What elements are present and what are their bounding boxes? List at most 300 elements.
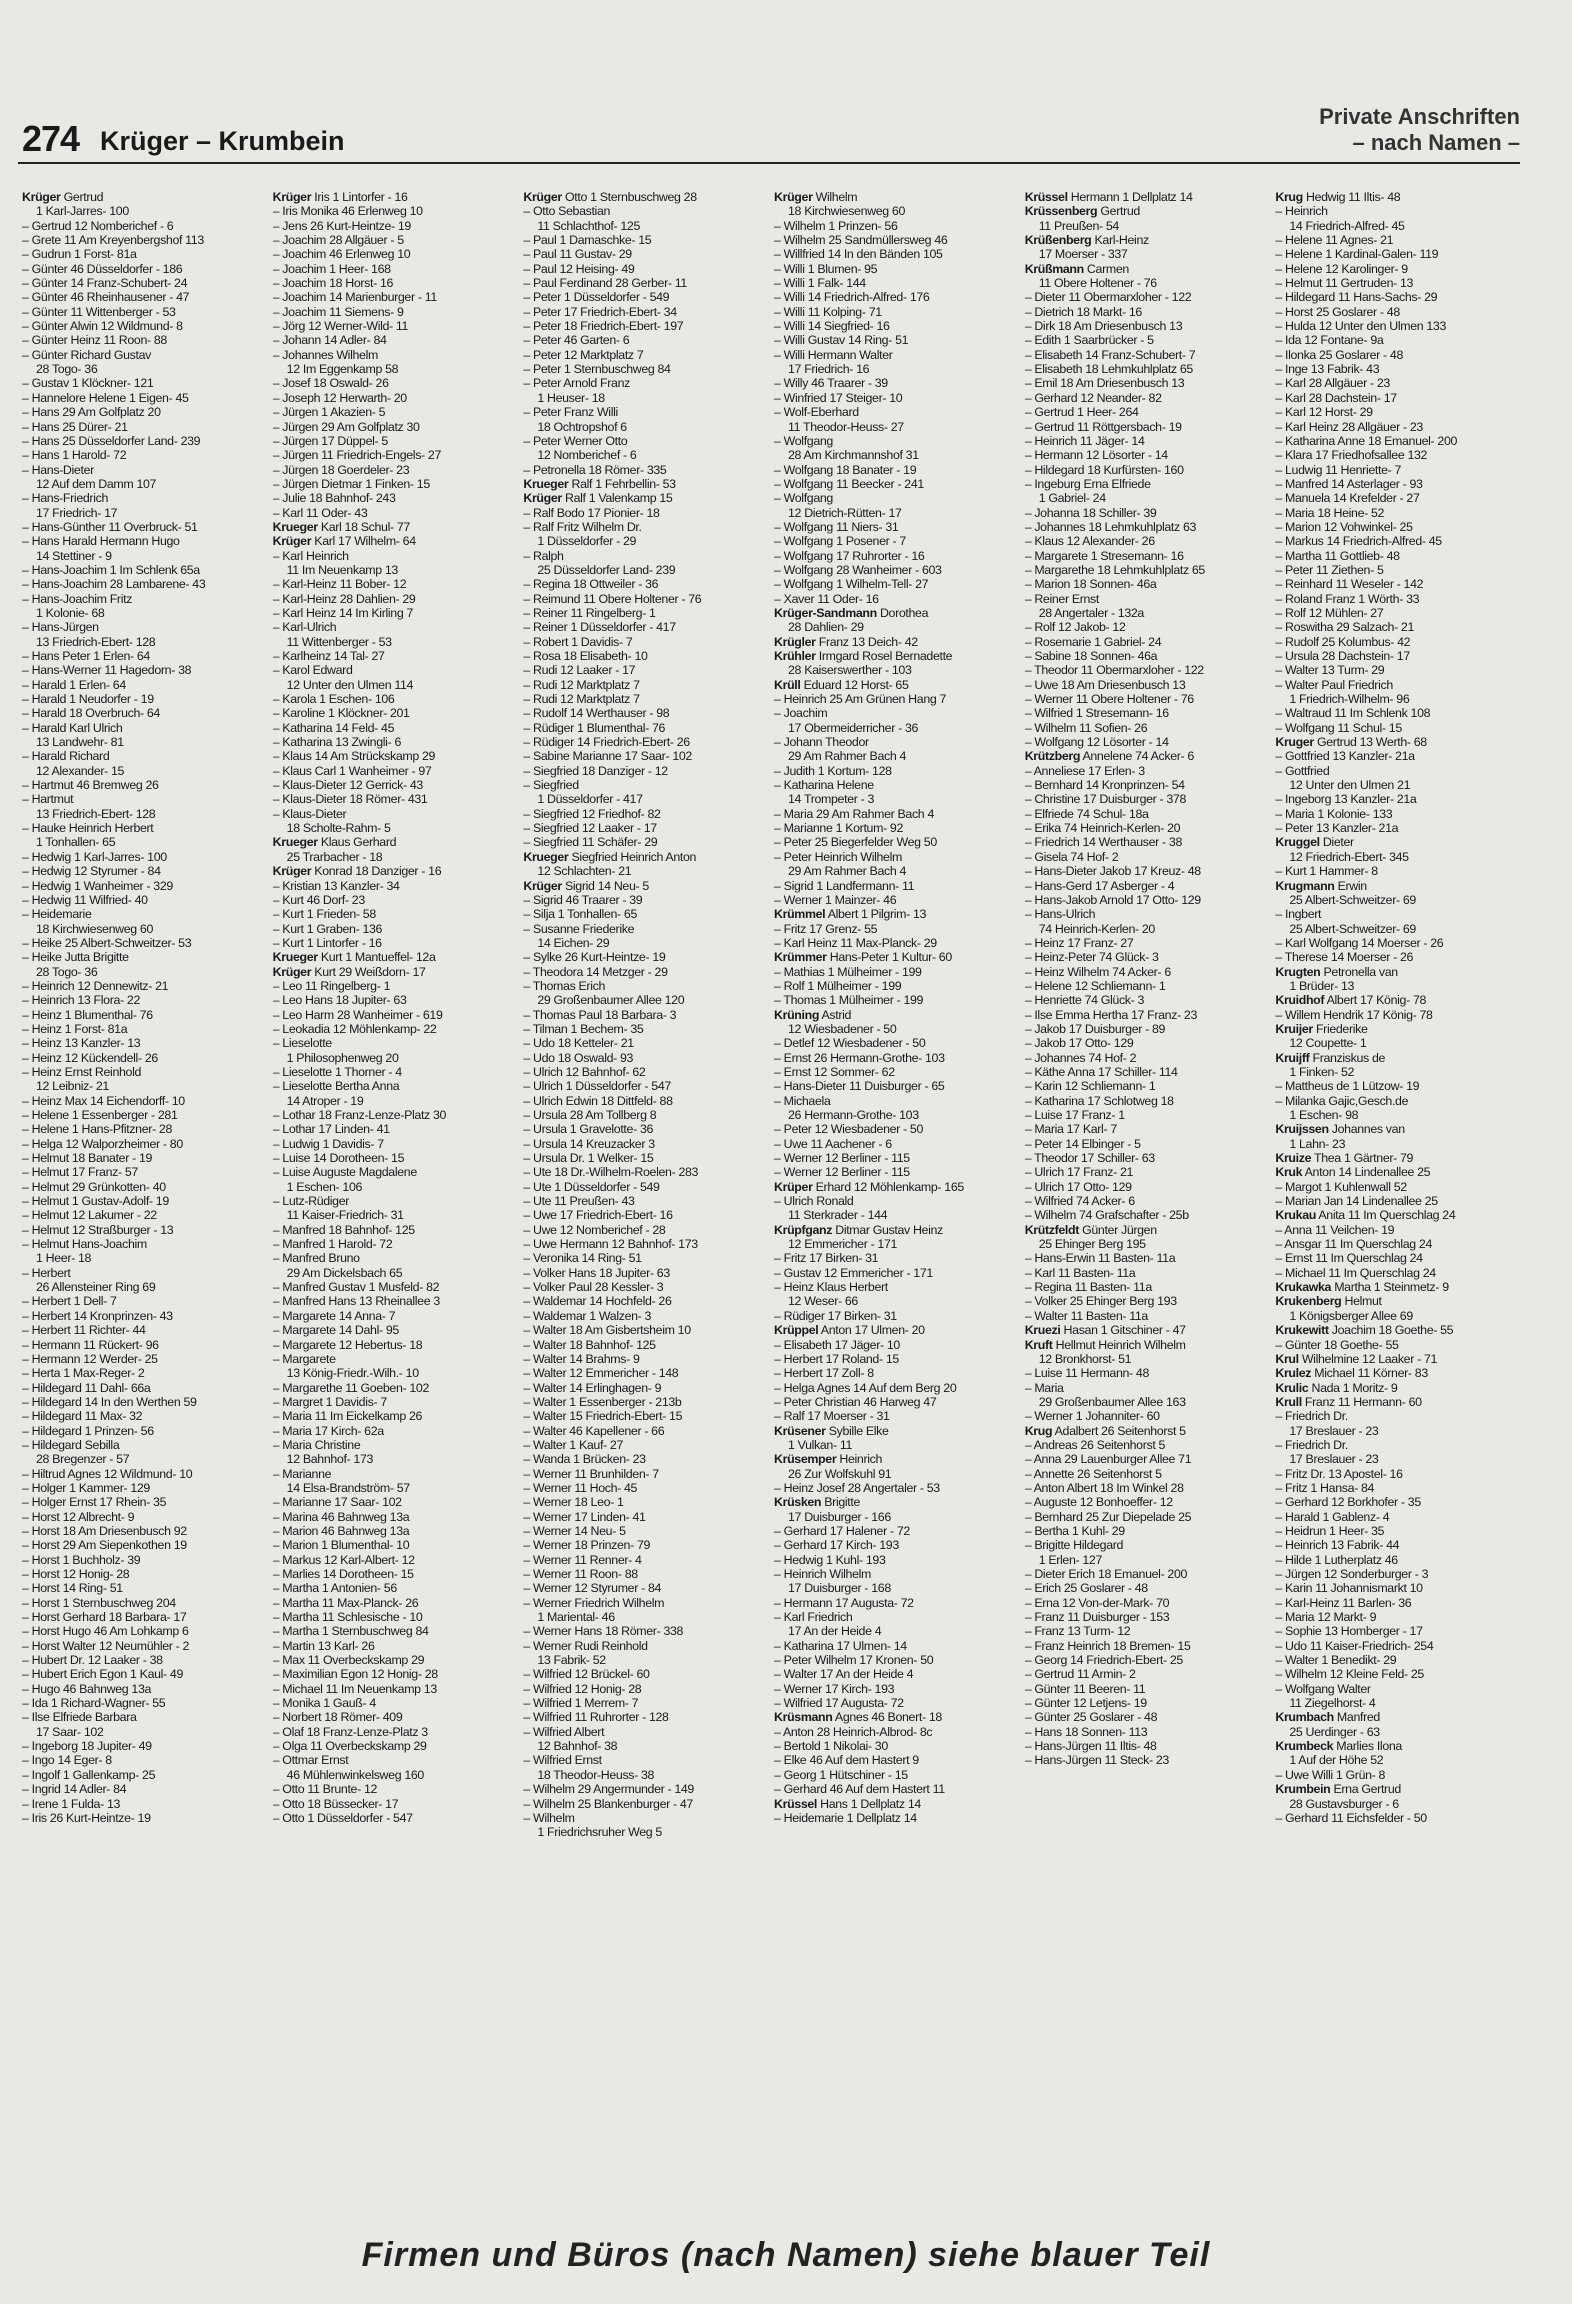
directory-entry: – Josef 18 Oswald- 26 [272, 376, 389, 391]
directory-entry: – Günter 11 Wittenberger - 53 [22, 304, 176, 319]
directory-entry: 1 Friedrich-Wilhelm- 96 [1289, 692, 1410, 707]
directory-entry: – Heinrich 13 Fabrik- 44 [1275, 1538, 1400, 1553]
directory-entry: 29 Am Rahmer Bach 4 [788, 864, 907, 879]
directory-entry: – Katharina 17 Ulmen- 14 [774, 1638, 907, 1653]
directory-entry: – Wolf-Eberhard [774, 405, 859, 420]
directory-entry: – Peter 12 Wiesbadener - 50 [774, 1122, 923, 1137]
directory-entry: – Ulrich 12 Bahnhof- 62 [523, 1064, 646, 1079]
directory-entry: – Hans-Joachim 1 Im Schlenk 65a [22, 562, 200, 577]
directory-entry: – Heinrich [1275, 204, 1328, 219]
directory-entry: 17 Friedrich- 16 [788, 362, 870, 377]
directory-entry: – Heinz Ernst Reinhold [22, 1064, 142, 1079]
directory-entry: Krüll Eduard 12 Horst- 65 [774, 677, 909, 692]
directory-entry: – Maria 29 Am Rahmer Bach 4 [774, 806, 934, 821]
directory-entry: – Ute 1 Düsseldorfer - 549 [523, 1179, 660, 1194]
directory-entry: 11 Kaiser-Friedrich- 31 [286, 1208, 404, 1223]
directory-entry: – Karl 28 Dachstein- 17 [1275, 390, 1397, 405]
directory-entry: – Hans-Dieter 11 Duisburger - 65 [774, 1079, 945, 1094]
directory-entry: – Dieter 11 Obermarxloher - 122 [1024, 290, 1192, 305]
directory-entry: – Hedwig 1 Kuhl- 193 [774, 1552, 886, 1567]
directory-entry: – Marina 46 Bahnweg 13a [272, 1509, 410, 1524]
directory-entry: – Jürgen 11 Friedrich-Engels- 27 [272, 448, 441, 463]
directory-entry: 11 Theodor-Heuss- 27 [788, 419, 904, 434]
directory-entry: 12 Bahnhof- 38 [537, 1739, 618, 1754]
directory-entry: – Milanka Gajic,Gesch.de [1275, 1093, 1409, 1108]
directory-entry: – Karl 12 Horst- 29 [1275, 405, 1373, 420]
directory-entry: – Peter Werner Otto [523, 433, 628, 448]
directory-entry: 13 Landwehr- 81 [36, 735, 124, 750]
directory-entry: – Katharina Anne 18 Emanuel- 200 [1275, 433, 1458, 448]
directory-entry: – Helmut 1 Gustav-Adolf- 19 [22, 1194, 169, 1209]
directory-entry: – Ida 1 Richard-Wagner- 55 [22, 1696, 166, 1711]
section-title-line-2: – nach Namen – [1352, 130, 1520, 155]
directory-entry: Kruk Anton 14 Lindenallee 25 [1275, 1165, 1431, 1180]
directory-entry: – Sylke 26 Kurt-Heintze- 19 [523, 950, 666, 965]
directory-entry: – Peter Arnold Franz [523, 376, 630, 391]
directory-entry: – Joachim 46 Erlenweg 10 [272, 247, 411, 262]
directory-entry: – Willi 1 Blumen- 95 [774, 261, 878, 276]
directory-entry: – Ralf Bodo 17 Pionier- 18 [523, 505, 660, 520]
directory-entry: – Wanda 1 Brücken- 23 [523, 1452, 646, 1467]
directory-entry: 1 Düsseldorfer - 29 [537, 534, 637, 549]
directory-entry: – Ute 18 Dr.-Wilhelm-Roelen- 283 [523, 1165, 699, 1180]
directory-entry: – Karol Edward [272, 663, 353, 678]
directory-entry: 11 Preußen- 54 [1038, 218, 1119, 233]
directory-entry: – Ralf 17 Moerser - 31 [774, 1409, 890, 1424]
directory-entry: Krüger Otto 1 Sternbuschweg 28 [523, 190, 697, 204]
directory-entry: – Marian Jan 14 Lindenallee 25 [1275, 1194, 1438, 1209]
directory-entry: – Käthe Anna 17 Schiller- 114 [1024, 1064, 1178, 1079]
directory-entry: – Friedrich Dr. [1275, 1437, 1348, 1452]
directory-entry: – Hans 25 Dürer- 21 [22, 419, 128, 434]
directory-entry: – Marianne 1 Kortum- 92 [774, 821, 904, 836]
directory-entry: – Maximilian Egon 12 Honig- 28 [272, 1667, 438, 1682]
directory-entry: – Hans Harald Hermann Hugo [22, 534, 180, 549]
directory-entry: – Sabine 18 Sonnen- 46a [1024, 649, 1158, 663]
directory-entry: 1 Eschen- 98 [1289, 1108, 1359, 1122]
directory-entry: 25 Uerdinger - 63 [1289, 1724, 1380, 1739]
page-range-title: Krüger – Krumbein [100, 126, 345, 156]
directory-entry: – Karl-Heinz 11 Bober- 12 [272, 577, 407, 592]
directory-entry: 28 Gustavsburger - 6 [1289, 1796, 1399, 1811]
directory-entry: – Werner Friedrich Wilhelm [523, 1595, 665, 1610]
directory-entry: Kruft Hellmut Heinrich Wilhelm [1024, 1337, 1186, 1352]
directory-entry: – Paul 11 Gustav- 29 [523, 247, 632, 262]
directory-entry: Kruijff Franziskus de [1275, 1050, 1386, 1065]
directory-entry: 13 Friedrich-Ebert- 128 [36, 634, 156, 649]
directory-entry: 12 Unter den Ulmen 21 [1289, 778, 1411, 793]
directory-entry: – Günter 46 Düsseldorfer - 186 [22, 261, 183, 276]
directory-entry: 14 Trompeter - 3 [788, 792, 875, 807]
directory-entry: – Otto 11 Brunte- 12 [272, 1782, 378, 1797]
directory-entry: Krüger Konrad 18 Danziger - 16 [272, 864, 442, 879]
directory-entry: 12 Dietrich-Rütten- 17 [788, 505, 902, 520]
directory-entry: 1 Philosophenweg 20 [286, 1050, 399, 1065]
directory-entry: – Norbert 18 Römer- 409 [272, 1710, 403, 1725]
directory-entry: – Peter 1 Sternbuschweg 84 [523, 362, 671, 377]
directory-entry: – Ingeborg 13 Kanzler- 21a [1275, 792, 1417, 807]
directory-entry: 1 Erlen- 127 [1038, 1552, 1102, 1567]
directory-entry: – Waldemar 14 Hochfeld- 26 [523, 1294, 672, 1309]
directory-entry: Kruger Gertrud 13 Werth- 68 [1275, 735, 1427, 750]
directory-entry: Krüger Wilhelm [774, 190, 858, 204]
directory-entry: 1 Eschen- 106 [286, 1179, 363, 1194]
directory-entry: – Peter 13 Kanzler- 21a [1275, 821, 1399, 836]
directory-entry: 1 Heer- 18 [36, 1251, 92, 1266]
footer-note: Firmen und Büros (nach Namen) siehe blauer Teil [361, 2236, 1211, 2274]
directory-entry: – Manfred Bruno [272, 1251, 360, 1266]
directory-entry: – Joachim [774, 706, 828, 721]
directory-entry: – Volker 25 Ehinger Berg 193 [1024, 1294, 1177, 1309]
directory-entry: – Kristian 13 Kanzler- 34 [272, 878, 400, 893]
directory-entry: – Herbert 17 Roland- 15 [774, 1351, 899, 1366]
directory-entry: 1 Mariental- 46 [537, 1610, 615, 1625]
directory-entry: – Dirk 18 Am Driesenbusch 13 [1024, 319, 1183, 334]
directory-entry: – Rudi 12 Marktplatz 7 [523, 692, 640, 707]
directory-entry: 14 Friedrich-Alfred- 45 [1289, 218, 1405, 233]
directory-entry: 14 Stettiner - 9 [36, 548, 112, 563]
directory-entry: – Ernst 12 Sommer- 62 [774, 1064, 895, 1079]
directory-entry: Krüsmann Agnes 46 Bonert- 18 [774, 1710, 942, 1725]
directory-entry: – Wilhelm [523, 1810, 575, 1825]
directory-entry: – Kurt 46 Dorf- 23 [272, 892, 365, 907]
directory-entry: – Gudrun 1 Forst- 81a [22, 247, 137, 262]
directory-entry: – Robert 1 Davidis- 7 [523, 634, 633, 649]
directory-entry: – Luise Auguste Magdalene [272, 1165, 417, 1180]
directory-entry: Krützberg Annelene 74 Acker- 6 [1024, 749, 1194, 764]
directory-entry: – Karl 11 Oder- 43 [272, 505, 368, 520]
directory-entry: – Otto 1 Düsseldorfer - 547 [272, 1810, 413, 1825]
directory-entry: – Helmut 17 Franz- 57 [22, 1165, 138, 1180]
directory-entry: – Theodor 11 Obermarxloher - 122 [1024, 663, 1204, 678]
directory-entry: 28 Kaiserswerther - 103 [788, 663, 912, 678]
directory-entry: Krulez Michael 11 Körner- 83 [1275, 1366, 1428, 1381]
directory-entry: – Detlef 12 Wiesbadener - 50 [774, 1036, 926, 1051]
directory-entry: 1 Düsseldorfer - 417 [537, 792, 643, 807]
directory-entry: – Irene 1 Fulda- 13 [22, 1796, 121, 1811]
directory-entry: 17 Duisburger - 168 [788, 1581, 891, 1596]
directory-entry: – Helmut 18 Banater - 19 [22, 1151, 153, 1166]
directory-entry: – Siegfried 11 Schäfer- 29 [523, 835, 658, 850]
directory-entry: – Fritz 17 Grenz- 55 [774, 921, 878, 936]
directory-entry: – Werner 12 Berliner - 115 [774, 1165, 910, 1180]
directory-entry: – Klaus 14 Am Strückskamp 29 [272, 749, 436, 764]
directory-entry: – Ralf Fritz Wilhelm Dr. [523, 519, 642, 534]
directory-entry: – Joachim 1 Heer- 168 [272, 261, 391, 276]
directory-entry: – Maria 1 Kolonie- 133 [1275, 806, 1393, 821]
directory-entry: – Hans-Günther 11 Overbruck- 51 [22, 519, 198, 534]
directory-entry: Krukewitt Joachim 18 Goethe- 55 [1275, 1323, 1454, 1338]
directory-entry: – Marianne [272, 1466, 332, 1481]
directory-entry: – Gerhard 11 Eichsfelder - 50 [1275, 1810, 1427, 1825]
directory-entry: – Michael 11 Im Querschlag 24 [1275, 1265, 1436, 1280]
directory-entry: 12 Bahnhof- 173 [286, 1452, 374, 1467]
directory-entry: – Xaver 11 Oder- 16 [774, 591, 879, 606]
directory-entry: – Heinz 1 Blumenthal- 76 [22, 1007, 153, 1022]
directory-entry: – Marlies 14 Dorotheen- 15 [272, 1567, 414, 1581]
directory-entry: – Hans-Jürgen 11 Steck- 23 [1024, 1753, 1169, 1768]
directory-entry: – Marion 12 Vohwinkel- 25 [1275, 519, 1413, 534]
directory-entry: – Wolfgang Walter [1275, 1681, 1371, 1696]
directory-entry: – Lieselotte [272, 1036, 332, 1051]
directory-entry: – Günter 11 Beeren- 11 [1024, 1681, 1146, 1696]
directory-entry: – Hedwig 12 Styrumer - 84 [22, 864, 161, 879]
directory-entry: – Martha 11 Schlesische - 10 [272, 1610, 423, 1625]
directory-entry: Kruidhof Albert 17 König- 78 [1275, 993, 1427, 1008]
directory-entry: – Wolfgang 1 Wilhelm-Tell- 27 [774, 577, 929, 592]
directory-entry: – Walter 12 Emmericher - 148 [523, 1366, 679, 1381]
directory-entry: – Hermann 17 Augusta- 72 [774, 1595, 914, 1610]
directory-entry: 17 Saar- 102 [36, 1724, 104, 1739]
directory-entry: Krumbach Manfred [1275, 1710, 1380, 1725]
directory-entry: – Horst 12 Honig- 28 [22, 1567, 130, 1581]
directory-entry: 12 Im Eggenkamp 58 [286, 362, 399, 377]
directory-entry: – Max 11 Overbeckskamp 29 [272, 1653, 425, 1668]
directory-entry: – Hildegard Sebilla [22, 1437, 120, 1452]
directory-entry: 14 Elsa-Brandström- 57 [286, 1480, 410, 1495]
directory-entry: – Grete 11 Am Kreyenbergshof 113 [22, 233, 204, 248]
directory-entry: 17 Moerser - 337 [1038, 247, 1128, 262]
directory-entry: – Ulrich 1 Düsseldorfer - 547 [523, 1079, 671, 1094]
directory-entry: – Uwe Willi 1 Grün- 8 [1275, 1767, 1386, 1782]
directory-entry: – Rolf 12 Jakob- 12 [1024, 620, 1126, 635]
directory-entry: – Gerhard 46 Auf dem Hastert 11 [774, 1782, 945, 1797]
directory-entry: – Thomas Erich [523, 978, 605, 993]
directory-entry: 11 Schlachthof- 125 [537, 218, 640, 233]
directory-entry: – Lothar 18 Franz-Lenze-Platz 30 [272, 1108, 447, 1122]
directory-entry: – Hartmut 46 Bremweg 26 [22, 778, 159, 793]
directory-entry: – Holger Ernst 17 Rhein- 35 [22, 1495, 167, 1510]
directory-entry: – Harald 1 Neudorfer - 19 [22, 692, 154, 707]
directory-entry: – Julie 18 Bahnhof- 243 [272, 491, 396, 506]
directory-entry: – Peter 11 Ziethen- 5 [1275, 562, 1384, 577]
directory-entry: – Leo Harm 28 Wanheimer - 619 [272, 1007, 443, 1022]
directory-entry: – Markus 12 Karl-Albert- 12 [272, 1552, 415, 1567]
directory-entry: – Jürgen 12 Sonderburger - 3 [1275, 1567, 1429, 1581]
directory-entry: 17 Friedrich- 17 [36, 505, 118, 520]
directory-entry: – Herbert 1 Dell- 7 [22, 1294, 117, 1309]
directory-entry: Kruijssen Johannes van [1275, 1122, 1405, 1137]
directory-entry: – Herbert 14 Kronprinzen- 43 [22, 1308, 173, 1323]
directory-entry: 11 Wittenberger - 53 [286, 634, 392, 649]
directory-entry: 29 Am Rahmer Bach 4 [788, 749, 907, 764]
directory-entry: – Margarete 14 Anna- 7 [272, 1308, 396, 1323]
directory-entry: – Walter 11 Basten- 11a [1024, 1308, 1148, 1323]
directory-entry: – Ursula Dr. 1 Welker- 15 [523, 1151, 654, 1166]
directory-entry: – Joachim 14 Marienburger - 11 [272, 290, 437, 305]
directory-entry: – Manfred 1 Harold- 72 [272, 1237, 393, 1252]
directory-entry: – Karl-Ulrich [272, 620, 337, 635]
directory-entry: – Horst 1 Buchholz- 39 [22, 1552, 141, 1567]
directory-entry: – Joachim 18 Horst- 16 [272, 276, 394, 291]
directory-entry: – Klaus-Dieter 12 Gerrick- 43 [272, 778, 423, 793]
directory-entry: 14 Eichen- 29 [537, 935, 610, 950]
directory-entry: – Mathias 1 Mülheimer - 199 [774, 964, 922, 979]
directory-entry: – Kurt 1 Frieden- 58 [272, 907, 376, 922]
directory-entry: – Manfred 14 Asterlager - 93 [1275, 476, 1423, 491]
directory-entry: – Margarethe 18 Lehmkuhlplatz 65 [1024, 562, 1205, 577]
directory-entry: – Jürgen 29 Am Golfplatz 30 [272, 419, 420, 434]
directory-entry: 28 Bregenzer - 57 [36, 1452, 130, 1467]
directory-entry: – Horst Hugo 46 Am Lohkamp 6 [22, 1624, 189, 1639]
directory-entry: – Rudolf 14 Werthauser - 98 [523, 706, 670, 721]
directory-entry: – Ulrich Edwin 18 Dittfeld- 88 [523, 1093, 673, 1108]
directory-entry: Krüger Ralf 1 Valenkamp 15 [523, 491, 673, 506]
directory-entry: – Sophie 13 Homberger - 17 [1275, 1624, 1423, 1639]
directory-entry: – Fritz 1 Hansa- 84 [1275, 1480, 1375, 1495]
directory-entry: – Klara 17 Friedhofsallee 132 [1275, 448, 1428, 463]
directory-entry: Kruggel Dieter [1275, 835, 1354, 850]
directory-entry: – Rosa 18 Elisabeth- 10 [523, 649, 648, 663]
directory-entry: 46 Mühlenwinkelsweg 160 [286, 1767, 424, 1782]
directory-entry: – Martha 1 Antonien- 56 [272, 1581, 397, 1596]
section-title-line-1: Private Anschriften [1319, 104, 1520, 129]
directory-entry: – Helene 11 Agnes- 21 [1275, 233, 1394, 248]
directory-entry: – Hans-Gerd 17 Asberger - 4 [1024, 878, 1175, 893]
directory-entry: – Olga 11 Overbeckskamp 29 [272, 1739, 427, 1754]
directory-entry: – Dietrich 18 Markt- 16 [1024, 304, 1142, 319]
directory-entry: – Hubert Dr. 12 Laaker - 38 [22, 1653, 163, 1668]
directory-entry: Krüssel Hans 1 Dellplatz 14 [774, 1796, 921, 1811]
directory-entry: – Helga Agnes 14 Auf dem Berg 20 [774, 1380, 957, 1395]
directory-entry: – Therese 14 Moerser - 26 [1275, 950, 1414, 965]
directory-entry: – Hartmut [22, 792, 74, 807]
directory-entry: Krüssenberg Gertrud [1024, 204, 1140, 219]
directory-entry: – Helene 12 Schliemann- 1 [1024, 978, 1166, 993]
directory-entry: – Ursula 14 Kreuzacker 3 [523, 1136, 655, 1151]
directory-entry: 26 Allensteiner Ring 69 [36, 1280, 156, 1295]
directory-entry: – Werner 18 Leo- 1 [523, 1495, 624, 1510]
directory-entry: 74 Heinrich-Kerlen- 20 [1038, 921, 1155, 936]
directory-entry: 12 Friedrich-Ebert- 345 [1289, 849, 1409, 864]
directory-entry: – Hiltrud Agnes 12 Wildmund- 10 [22, 1466, 193, 1481]
directory-entry: – Walter 1 Benedikt- 29 [1275, 1653, 1397, 1668]
directory-entry: – Ingo 14 Eger- 8 [22, 1753, 112, 1768]
directory-entry: Kruize Thea 1 Gärtner- 79 [1275, 1151, 1414, 1166]
directory-entry: – Wilfried Ernst [523, 1753, 602, 1768]
directory-entry: – Günter 14 Franz-Schubert- 24 [22, 276, 188, 291]
directory-entry: – Anton Albert 18 Im Winkel 28 [1024, 1480, 1184, 1495]
directory-entry: – Hildegard 14 In den Werthen 59 [22, 1394, 197, 1409]
directory-entry: – Klaus Carl 1 Wanheimer - 97 [272, 763, 432, 778]
directory-entry: Krumbein Erna Gertrud [1275, 1782, 1401, 1797]
directory-entry: – Manfred Gustav 1 Musfeld- 82 [272, 1280, 440, 1295]
directory-entry: 18 Kirchwiesenweg 60 [788, 204, 905, 219]
directory-entry: 12 Leibniz- 21 [36, 1079, 109, 1094]
directory-entry: – Klaus-Dieter 18 Römer- 431 [272, 792, 428, 807]
directory-entry: – Karl 28 Allgäuer - 23 [1275, 376, 1390, 391]
directory-entry: – Anna 11 Veilchen- 19 [1275, 1222, 1395, 1237]
directory-entry: – Silja 1 Tonhallen- 65 [523, 907, 637, 922]
directory-entry: – Jürgen 1 Akazien- 5 [272, 405, 386, 420]
directory-entry: – Ingeburg Erna Elfriede [1024, 476, 1151, 491]
directory-entry: – Horst 18 Am Driesenbusch 92 [22, 1523, 187, 1538]
directory-entry: – Walter 17 An der Heide 4 [774, 1667, 914, 1682]
directory-entry: Krull Franz 11 Hermann- 60 [1275, 1394, 1422, 1409]
directory-entry: – Andreas 26 Seitenhorst 5 [1024, 1437, 1166, 1452]
directory-entry: – Ursula 28 Am Tollberg 8 [523, 1108, 657, 1122]
directory-entry: – Werner 18 Prinzen- 79 [523, 1538, 651, 1553]
directory-entry: – Karl Heinz 28 Allgäuer - 23 [1275, 419, 1423, 434]
directory-column-4 [774, 190, 1019, 2180]
directory-entry: Krützfeldt Günter Jürgen [1024, 1222, 1157, 1237]
directory-entry: – Bertold 1 Nikolai- 30 [774, 1739, 888, 1754]
directory-entry: – Marion 18 Sonnen- 46a [1024, 577, 1157, 592]
directory-entry: – Günter 25 Goslarer - 48 [1024, 1710, 1158, 1725]
directory-entry: – Katharina 14 Feld- 45 [272, 720, 395, 735]
directory-entry: – Martha 1 Sternbuschweg 84 [272, 1624, 429, 1639]
directory-entry: – Franz 11 Duisburger - 153 [1024, 1610, 1170, 1625]
directory-entry: – Wolfgang 11 Niers- 31 [774, 519, 899, 534]
directory-entry: Krueger Karl 18 Schul- 77 [272, 519, 410, 534]
directory-entry: – Susanne Friederike [523, 921, 635, 936]
directory-entry: 12 Weser- 66 [788, 1294, 858, 1309]
directory-entry: 1 Auf der Höhe 52 [1289, 1753, 1384, 1768]
directory-entry: – Werner 11 Obere Holtener - 76 [1024, 692, 1194, 707]
directory-entry: – Hildegard 1 Prinzen- 56 [22, 1423, 154, 1438]
directory-entry: 12 Nomberichef - 6 [537, 448, 637, 463]
directory-entry: – Johannes 74 Hof- 2 [1024, 1050, 1137, 1065]
directory-entry: 25 Albert-Schweitzer- 69 [1289, 921, 1416, 936]
directory-entry: – Otto 18 Büssecker- 17 [272, 1796, 399, 1811]
directory-entry: – Günter 18 Goethe- 55 [1275, 1337, 1399, 1352]
directory-entry: – Günter Richard Gustav [22, 347, 151, 362]
directory-entry: – Willfried 14 In den Bänden 105 [774, 247, 943, 262]
directory-entry: Krueger Klaus Gerhard [272, 835, 397, 850]
directory-entry: – Johannes 18 Lehmkuhlplatz 63 [1024, 519, 1197, 534]
page-number: 274 [22, 118, 80, 159]
directory-entry: – Horst Gerhard 18 Barbara- 17 [22, 1610, 187, 1625]
directory-entry: – Maria 12 Markt- 9 [1275, 1610, 1377, 1625]
directory-entry: – Werner 1 Mainzer- 46 [774, 892, 897, 907]
directory-entry: – Ulrich 17 Otto- 129 [1024, 1179, 1132, 1194]
directory-entry: – Wolfgang 18 Banater - 19 [774, 462, 917, 477]
directory-entry: – Sigrid 1 Landfermann- 11 [774, 878, 915, 893]
directory-entry: – Olaf 18 Franz-Lenze-Platz 3 [272, 1724, 428, 1739]
directory-entry: – Karola 1 Eschen- 106 [272, 692, 395, 707]
directory-entry: – Werner 17 Linden- 41 [523, 1509, 646, 1524]
directory-entry: – Willi Gustav 14 Ring- 51 [774, 333, 909, 348]
directory-entry: – Brigitte Hildegard [1024, 1538, 1124, 1553]
directory-entry: – Hedwig 11 Wilfried- 40 [22, 892, 148, 907]
directory-entry: 12 Auf dem Damm 107 [36, 476, 157, 491]
directory-entry: – Rudi 12 Laaker - 17 [523, 663, 636, 678]
directory-entry: – Georg 14 Friedrich-Ebert- 25 [1024, 1653, 1183, 1668]
directory-entry: – Karin 11 Johannismarkt 10 [1275, 1581, 1423, 1596]
directory-entry: Krüpfganz Ditmar Gustav Heinz [774, 1222, 943, 1237]
directory-entry: – Günter Heinz 11 Roon- 88 [22, 333, 167, 348]
directory-entry: – Ansgar 11 Im Querschlag 24 [1275, 1237, 1433, 1252]
directory-entry: – Dieter Erich 18 Emanuel- 200 [1024, 1567, 1188, 1581]
directory-entry: 29 Großenbaumer Allee 163 [1038, 1394, 1186, 1409]
directory-entry: – Harald Karl Ulrich [22, 720, 123, 735]
directory-entry: – Lieselotte Bertha Anna [272, 1079, 400, 1094]
directory-entry: – Peter 1 Düsseldorfer - 549 [523, 290, 670, 305]
directory-entry: Krühler Irmgard Rosel Bernadette [774, 649, 953, 663]
directory-entry: – Margarete 14 Dahl- 95 [272, 1323, 399, 1338]
directory-entry: – Kurt 1 Lintorfer - 16 [272, 935, 382, 950]
directory-entry: 12 Wiesbadener - 50 [788, 1021, 897, 1036]
directory-entry: – Peter Christian 46 Harweg 47 [774, 1394, 937, 1409]
directory-entry: Krug Hedwig 11 Iltis- 48 [1275, 190, 1401, 204]
directory-entry: – Theodora 14 Metzger - 29 [523, 964, 668, 979]
directory-column-2 [273, 190, 518, 2180]
directory-entry: – Ingbert [1275, 907, 1322, 922]
page-header [18, 100, 1520, 164]
directory-entry: – Wilfried 1 Merrem- 7 [523, 1696, 639, 1711]
directory-entry: – Friedrich 14 Werthauser - 38 [1024, 835, 1182, 850]
directory-entry: 25 Albert-Schweitzer- 69 [1289, 892, 1416, 907]
